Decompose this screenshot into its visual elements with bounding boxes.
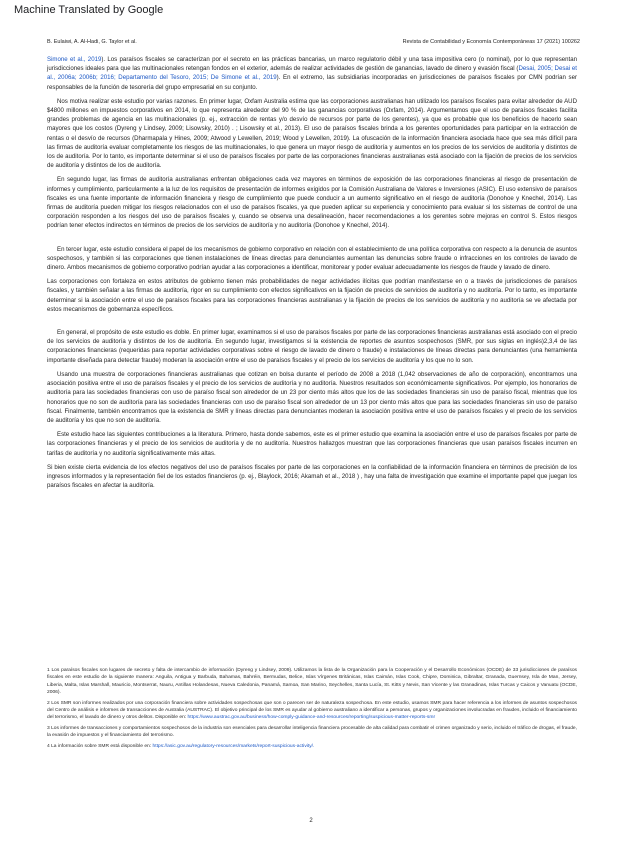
body-text — [47, 55, 577, 495]
paragraph: En general, el propósito de este estudio es doble. En primer lugar, examinamos si el uso de paraísos fiscales por parte de las corporaciones financieras australianas está asociado con el precio de los servicios de auditoría y distintos de los de auditoría. En segundo lugar, investigamos si la existencia de reportes de asuntos sospechosos (SMR, por sus siglas en inglés)2,3,4 de las corporaciones financieras (requeridas para reportar actividades corporativas sobre el riesgo de lavado de dinero o fraude) e instalaciones de líneas directas para denunciantes (una herramienta importante diseñada para detectar fraude) moderan la asociación entre el uso de paraísos fiscales y el precio de los servicios de auditoría y los que no lo son. — [47, 329, 577, 364]
paragraph: Este estudio hace las siguientes contribuciones a la literatura. Primero, hasta donde sabemos, este es el primer estudio que examina la asociación entre el uso de paraísos fiscales por parte de las corporaciones financieras y el precio de los servicios de auditoría y de no auditoría. Nuestros hallazgos muestran que las corporaciones financieras que usan paraísos fiscales incurren en tarifas de auditoría y no auditoría significativamente más altas. — [47, 431, 577, 457]
footnote: 3 Los informes de transacciones y comportamientos sospechosos de la industria son esenciales para desarrollar inteligencia financiera procesable de alta calidad para combatir el crimen organizado y serio, incluido el tráfico de drogas, el fraude, la evasión de impuestos y el financiamiento del terrorismo. — [47, 725, 577, 739]
paragraph: Las corporaciones con fortaleza en estos atributos de gobierno tienen más probabilidades de negar actividades ilícitas que podrían manifestarse en o a través de jurisdicciones de paraísos fiscales, y también señalar a las firmas de auditoría, rigor en su cumplimiento con efectos significativos en la fijación de precios de servicios de auditoría y no auditoría. Por lo tanto, es importante determinar si la asociación entre el uso de paraísos fiscales para las corporaciones financieras australianas y la fijación de precios de los servicios de auditoría y no auditoría se ve afectada por estos mecanismos de gobernanza específicos. — [47, 278, 577, 313]
footnote-url-link[interactable]: https://www.austrac.gov.au/business/how-comply-guidance-and-resources/reporting/suspicious-matter-reports-smr — [187, 715, 436, 721]
running-header-journal: Revista de Contabilidad y Economía Contemporáneas 17 (2021) 100262 — [402, 39, 580, 45]
machine-translation-banner: Machine Translated by Google — [14, 4, 164, 16]
page-number: 2 — [309, 818, 313, 824]
footnote-url-link[interactable]: https://asic.gov.au/regulatory-resources/markets/report-suspicious-activity/. — [152, 743, 315, 749]
paragraph: Usando una muestra de corporaciones financieras australianas que cotizan en bolsa durante el período de 2008 a 2018 (1,042 observaciones de año de corporación), encontramos una asociación positiva entre el uso de paraísos fiscales y el precio de los servicios de auditoría y no auditoría. Nuestros resultados son económicamente significativos. Por ejemplo, los honorarios de auditoría para las sociedades financieras con uso de paraíso fiscal son alrededor de un 23 por ciento más altos que los de las sociedades financieras sin uso de paraíso fiscal, mientras que los honorarios que no son de auditoría para las sociedades financieras con uso de paraíso fiscal son alrededor de un 13 por ciento más altos que para las sociedades financieras sin uso de paraíso fiscal. Finalmente, también encontramos que la existencia de SMR y líneas directas para denunciantes moderan la asociación positiva entre el uso de paraísos fiscales y el precio de los servicios de auditoría y los que no son de auditoría. — [47, 370, 577, 424]
paragraph: En segundo lugar, las firmas de auditoría australianas enfrentan obligaciones cada vez mayores en términos de exposición de las corporaciones financieras al riesgo de presentación de informes y cumplimiento, particularmente a la luz de los requisitos de presentación de informes exigidos por la Comisión Australiana de Valores e Inversiones (ASIC). El uso extensivo de paraísos fiscales es una fuente importante de información financiera y riesgo de cumplimiento que puede conducir a un aumento significativo en el riesgo de auditoría (Donohoe y Knechel, 2014). Las firmas de auditoría pueden mitigar los riesgos relacionados con el uso de paraísos fiscales, ya que pueden aplicar su experiencia y conocimiento para evaluar si los sistemas de control de una corporación responden a los riesgos del uso de paraísos fiscales y, cuando se observa una desalineación, hacer recomendaciones a los gerentes sobre mejoras en control S. Estos riesgos podrían tener efectos indirectos en términos de precios de los servicios de auditoría y no auditoría (Donohoe y Knechel, 2014). — [47, 176, 577, 230]
paragraph: Si bien existe cierta evidencia de los efectos negativos del uso de paraísos fiscales por parte de las corporaciones en la confiabilidad de la información financiera en términos de precisión de los ingresos informados y la representación fiel de los estados financieros (p. ej., Blaylock, 2016; Akamah et al., 2018 ) , hay una falta de investigación que examine el importante papel que juegan los paraísos fiscales en afectar la auditoría. — [47, 463, 577, 490]
footnote: 2 Los SMR son informes realizados por una corporación financiera sobre actividades sospechosas que son o parecen ser de naturaleza sospechosa. En este estudio, usamos SMR para hacer referencia a los informes de asuntos sospechosos del Centro de análisis e informes de transacciones de Australia (AUSTRAC). El objetivo principal de los SMR es ayudar al gobierno australiano a identificar a personas, grupos y organizaciones involucradas en fraudes, incluido el financiamiento del terrorismo, el lavado de dinero y otros delitos. Disponible en: https://www.austrac.gov.au/business/how-comply-guidance-and-resources/reporting/suspicious-matter-reports-smr — [47, 700, 577, 721]
paragraph: Simone et al., 2019). Los paraísos fiscales se caracterizan por el secreto en las prácticas bancarias, un marco regulatorio débil y una tasa impositiva cero (o nominal), por lo que representan jurisdicciones ideales para que las multinacionales retengan fondos en el exterior, además de realizar actividades de gestión de ganancias, lavado de dinero y evasión fiscal (Desai, 2005; Desai et al., 2006a; 2006b; 2016; Departamento del Tesoro, 2015; De Simone et al., 2019). En el extremo, las subsidiarias incorporadas en jurisdicciones de paraísos fiscales por CMN podrían ser responsables de la función de tesorería del grupo empresarial en su conjunto. — [47, 56, 578, 91]
paragraph: Nos motiva realizar este estudio por varias razones. En primer lugar, Oxfam Australia estima que las corporaciones australianas han utilizado los paraísos fiscales para evitar alrededor de AUD $4800 millones en impuestos corporativos en 2014, lo que representa alrededor del 90 % de las ganancias corporativas (Oxfam, 2014). Argumentamos que el uso de paraísos fiscales facilita grandes problemas de agencia en las multinacionales (p. ej., extracción de rentas y/o desvío de recursos por parte de los gerentes), ya que es probable que los beneficios de hacerlo sean mayores que los costos (Dyreng y Lindsey, 2009; Lisowsky, 2010) . ; Lisowsky et al., 2013). El uso de paraísos fiscales brinda a los gerentes oportunidades para participar en la extracción de rentas o el desvío de recursos (Dharmapala y Hines, 2009; Atwood y Lewellen, 2019; Wood y Lewellen, 2019). La ofuscación de la información financiera asociada hace que sea más difícil para las firmas de auditoría evaluar completamente los riesgos de las multinacionales, lo que genera un mayor riesgo de auditoría y aumentos en los precios de los servicios de auditoría y distintos de los de auditoría. Por lo tanto, es importante determinar si el uso de paraísos fiscales por parte de las corporaciones financieras australianas está asociado con la fijación de precios de los servicios de auditoría y distintos de los de auditoría. — [47, 97, 577, 170]
footnote: 4 La información sobre SMR está disponible en: https://asic.gov.au/regulatory-resources/markets/report-suspicious-activity/. — [47, 743, 315, 749]
footnote: 1 Los paraísos fiscales son lugares de secreto y falta de intercambio de información (Dyreng y Lindsey, 2009). Utilizamos la lista de la Organización para la Cooperación y el Desarrollo Económicos (OCDE) de 33 jurisdicciones de paraísos fiscales en este estudio de la siguiente manera: Anguila, Antigua y Barbuda, Bahamas, Bahréin, Bermudas, Belice, Islas Vírgenes Británicas, Islas Caimán, Islas Cook, Chipre, Dominica, Gibraltar, Granada, Guernsey, Isla de Man, Jersey, Liberia, Malta, Islas Marshall, Mauricio, Montserrat, Nauru, Antillas Holandesas, Nueva Caledonia, Panamá, Samoa, San Marino, Seychelles, Santa Lucía, St. Kitts y Nevis, San Vicente y las Granadinas, Islas Turcas y Caicos y Vanuatu (OCDE, 2006). — [47, 668, 577, 696]
footnotes — [47, 667, 577, 753]
running-header-authors: B. Eulaiwi, A. Al-Hadi, G. Taylor et al. — [47, 39, 137, 45]
paragraph: En tercer lugar, este estudio considera el papel de los mecanismos de gobierno corporativo en relación con el establecimiento de una política corporativa con respecto a la denuncia de asuntos sospechosos, y también si las corporaciones que tienen instalaciones de líneas directas para denunciantes aumentan las denuncias sobre fraude o infracciones en los controles de lavado de dinero. Ambos mecanismos de gobierno corporativo podrían ayudar a las corporaciones a identificar, monitorear y poder evaluar adecuadamente los riesgos de fraude y lavado de dinero. — [47, 245, 577, 272]
citation-link[interactable]: Desai, 2005; Desai et al., 2006a; 2006b; 2016; Departamento del Tesoro, 2015; De Simone et al., 2019 — [47, 65, 577, 82]
citation-link[interactable]: Simone et al., 2019 — [47, 56, 102, 63]
